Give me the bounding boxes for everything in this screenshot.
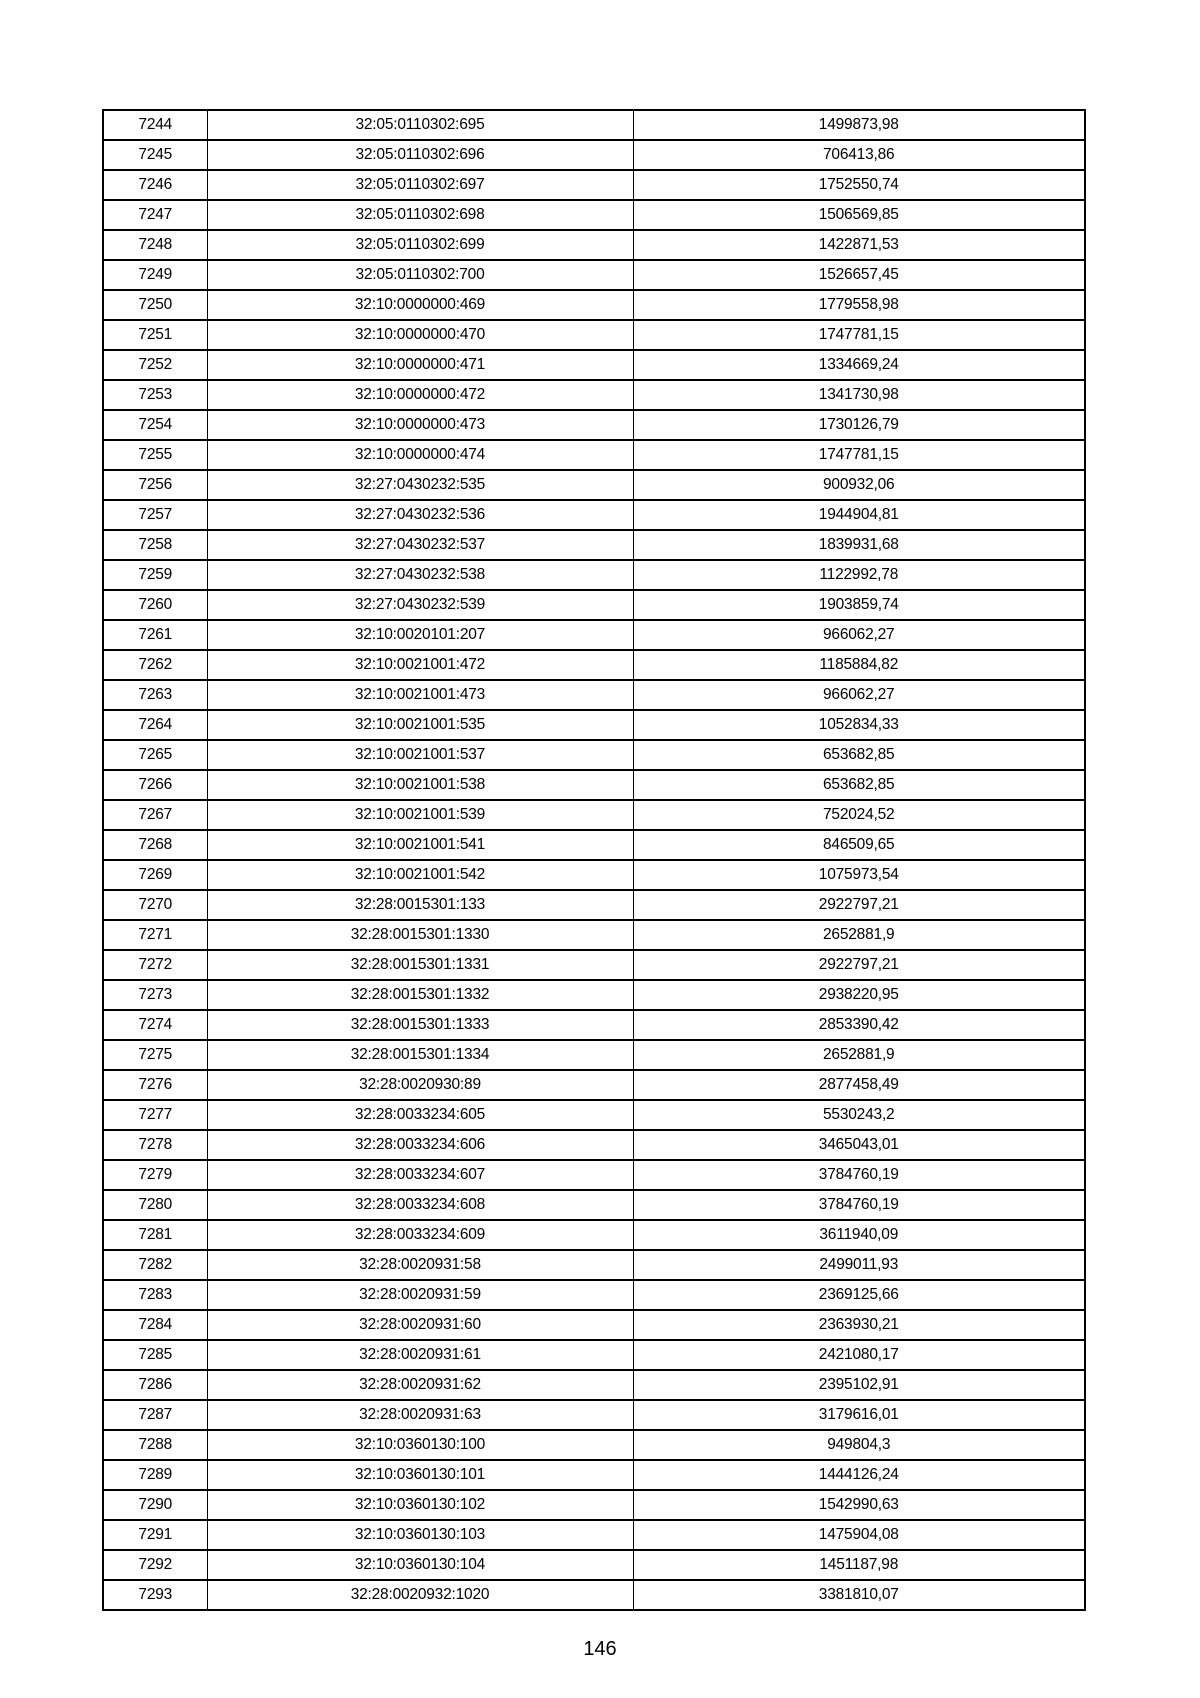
table-row (103, 1250, 1085, 1280)
cadastral-number-cell: 32:10:0360130:103 (207, 1520, 633, 1550)
cadastral-value-cell: 1444126,24 (633, 1460, 1085, 1490)
cadastral-value-cell: 706413,86 (633, 140, 1085, 170)
table-row (103, 440, 1085, 470)
cadastral-number-cell: 32:28:0015301:1331 (207, 950, 633, 980)
cadastral-value-cell: 1526657,45 (633, 260, 1085, 290)
table-row (103, 1040, 1085, 1070)
row-number-cell: 7271 (103, 920, 207, 950)
cadastral-number-cell: 32:10:0021001:542 (207, 860, 633, 890)
cadastral-value-cell: 2853390,42 (633, 1010, 1085, 1040)
row-number-cell: 7273 (103, 980, 207, 1010)
row-number-cell: 7275 (103, 1040, 207, 1070)
cadastral-value-cell: 1752550,74 (633, 170, 1085, 200)
table-row (103, 1580, 1085, 1610)
cadastral-value-cell: 1839931,68 (633, 530, 1085, 560)
cadastral-number-cell: 32:28:0015301:1334 (207, 1040, 633, 1070)
row-number-cell: 7256 (103, 470, 207, 500)
cadastral-value-cell: 1747781,15 (633, 320, 1085, 350)
table-row (103, 110, 1085, 140)
row-number-cell: 7260 (103, 590, 207, 620)
table-row (103, 800, 1085, 830)
table-row (103, 1100, 1085, 1130)
cadastral-value-cell: 1747781,15 (633, 440, 1085, 470)
cadastral-number-cell: 32:10:0020101:207 (207, 620, 633, 650)
row-number-cell: 7249 (103, 260, 207, 290)
table-row (103, 1460, 1085, 1490)
row-number-cell: 7252 (103, 350, 207, 380)
table-row (103, 260, 1085, 290)
cadastral-number-cell: 32:28:0015301:1330 (207, 920, 633, 950)
row-number-cell: 7270 (103, 890, 207, 920)
table-row (103, 530, 1085, 560)
row-number-cell: 7257 (103, 500, 207, 530)
cadastral-value-cell: 1451187,98 (633, 1550, 1085, 1580)
cadastral-number-cell: 32:05:0110302:699 (207, 230, 633, 260)
row-number-cell: 7255 (103, 440, 207, 470)
cadastral-number-cell: 32:28:0015301:133 (207, 890, 633, 920)
table-row (103, 1370, 1085, 1400)
table-row (103, 170, 1085, 200)
row-number-cell: 7292 (103, 1550, 207, 1580)
table-row (103, 1190, 1085, 1220)
row-number-cell: 7279 (103, 1160, 207, 1190)
cadastral-value-cell: 1779558,98 (633, 290, 1085, 320)
cadastral-value-cell: 3784760,19 (633, 1190, 1085, 1220)
cadastral-value-cell: 966062,27 (633, 680, 1085, 710)
cadastral-number-cell: 32:10:0000000:470 (207, 320, 633, 350)
cadastral-number-cell: 32:28:0020932:1020 (207, 1580, 633, 1610)
cadastral-number-cell: 32:10:0021001:473 (207, 680, 633, 710)
cadastral-value-cell: 1475904,08 (633, 1520, 1085, 1550)
cadastral-number-cell: 32:28:0033234:607 (207, 1160, 633, 1190)
cadastral-value-cell: 846509,65 (633, 830, 1085, 860)
row-number-cell: 7248 (103, 230, 207, 260)
cadastral-number-cell: 32:10:0021001:535 (207, 710, 633, 740)
cadastral-number-cell: 32:10:0021001:538 (207, 770, 633, 800)
table-row (103, 1160, 1085, 1190)
table-row (103, 1130, 1085, 1160)
cadastral-value-table (102, 109, 1086, 1611)
cadastral-number-cell: 32:05:0110302:695 (207, 110, 633, 140)
table-row (103, 650, 1085, 680)
cadastral-number-cell: 32:27:0430232:537 (207, 530, 633, 560)
row-number-cell: 7247 (103, 200, 207, 230)
table-row (103, 1010, 1085, 1040)
row-number-cell: 7265 (103, 740, 207, 770)
cadastral-value-cell: 1075973,54 (633, 860, 1085, 890)
cadastral-number-cell: 32:27:0430232:535 (207, 470, 633, 500)
cadastral-number-cell: 32:28:0020931:61 (207, 1340, 633, 1370)
cadastral-number-cell: 32:05:0110302:698 (207, 200, 633, 230)
row-number-cell: 7287 (103, 1400, 207, 1430)
cadastral-value-cell: 1185884,82 (633, 650, 1085, 680)
cadastral-value-cell: 2652881,9 (633, 1040, 1085, 1070)
cadastral-value-cell: 1944904,81 (633, 500, 1085, 530)
table-body (103, 110, 1085, 1610)
table-row (103, 680, 1085, 710)
cadastral-number-cell: 32:27:0430232:539 (207, 590, 633, 620)
table-row (103, 1310, 1085, 1340)
row-number-cell: 7284 (103, 1310, 207, 1340)
table-row (103, 710, 1085, 740)
cadastral-number-cell: 32:28:0020931:58 (207, 1250, 633, 1280)
cadastral-number-cell: 32:28:0020931:59 (207, 1280, 633, 1310)
cadastral-number-cell: 32:10:0000000:471 (207, 350, 633, 380)
cadastral-value-cell: 2922797,21 (633, 890, 1085, 920)
cadastral-number-cell: 32:28:0033234:608 (207, 1190, 633, 1220)
row-number-cell: 7244 (103, 110, 207, 140)
cadastral-value-cell: 3784760,19 (633, 1160, 1085, 1190)
table-row (103, 890, 1085, 920)
cadastral-value-cell: 2652881,9 (633, 920, 1085, 950)
table-row (103, 740, 1085, 770)
cadastral-number-cell: 32:10:0000000:473 (207, 410, 633, 440)
cadastral-number-cell: 32:10:0021001:539 (207, 800, 633, 830)
table-row (103, 1220, 1085, 1250)
table-row (103, 1490, 1085, 1520)
row-number-cell: 7246 (103, 170, 207, 200)
row-number-cell: 7281 (103, 1220, 207, 1250)
table-row (103, 1280, 1085, 1310)
cadastral-value-cell: 1542990,63 (633, 1490, 1085, 1520)
cadastral-number-cell: 32:05:0110302:697 (207, 170, 633, 200)
table-row (103, 980, 1085, 1010)
row-number-cell: 7263 (103, 680, 207, 710)
row-number-cell: 7285 (103, 1340, 207, 1370)
cadastral-value-cell: 1422871,53 (633, 230, 1085, 260)
row-number-cell: 7286 (103, 1370, 207, 1400)
table-row (103, 590, 1085, 620)
cadastral-value-cell: 2499011,93 (633, 1250, 1085, 1280)
table-row (103, 1520, 1085, 1550)
cadastral-number-cell: 32:10:0021001:472 (207, 650, 633, 680)
row-number-cell: 7253 (103, 380, 207, 410)
cadastral-value-cell: 2922797,21 (633, 950, 1085, 980)
cadastral-value-cell: 1499873,98 (633, 110, 1085, 140)
cadastral-value-cell: 653682,85 (633, 770, 1085, 800)
cadastral-number-cell: 32:10:0021001:537 (207, 740, 633, 770)
cadastral-number-cell: 32:28:0033234:609 (207, 1220, 633, 1250)
row-number-cell: 7289 (103, 1460, 207, 1490)
cadastral-value-cell: 966062,27 (633, 620, 1085, 650)
page-number: 146 (583, 1638, 617, 1660)
table-row (103, 320, 1085, 350)
cadastral-value-cell: 3179616,01 (633, 1400, 1085, 1430)
table-row (103, 200, 1085, 230)
table-row (103, 140, 1085, 170)
row-number-cell: 7262 (103, 650, 207, 680)
cadastral-value-cell: 900932,06 (633, 470, 1085, 500)
cadastral-value-cell: 1052834,33 (633, 710, 1085, 740)
row-number-cell: 7276 (103, 1070, 207, 1100)
table-row (103, 230, 1085, 260)
row-number-cell: 7269 (103, 860, 207, 890)
cadastral-number-cell: 32:28:0020931:63 (207, 1400, 633, 1430)
cadastral-value-cell: 2369125,66 (633, 1280, 1085, 1310)
row-number-cell: 7267 (103, 800, 207, 830)
cadastral-value-cell: 1334669,24 (633, 350, 1085, 380)
table-row (103, 830, 1085, 860)
cadastral-value-cell: 2395102,91 (633, 1370, 1085, 1400)
row-number-cell: 7291 (103, 1520, 207, 1550)
cadastral-number-cell: 32:10:0360130:102 (207, 1490, 633, 1520)
cadastral-value-cell: 1730126,79 (633, 410, 1085, 440)
table-row (103, 1340, 1085, 1370)
cadastral-number-cell: 32:28:0033234:605 (207, 1100, 633, 1130)
row-number-cell: 7250 (103, 290, 207, 320)
row-number-cell: 7290 (103, 1490, 207, 1520)
cadastral-number-cell: 32:28:0033234:606 (207, 1130, 633, 1160)
cadastral-number-cell: 32:10:0021001:541 (207, 830, 633, 860)
cadastral-value-cell: 1122992,78 (633, 560, 1085, 590)
cadastral-number-cell: 32:10:0360130:101 (207, 1460, 633, 1490)
cadastral-value-cell: 752024,52 (633, 800, 1085, 830)
table-row (103, 1400, 1085, 1430)
table-row (103, 350, 1085, 380)
row-number-cell: 7259 (103, 560, 207, 590)
cadastral-number-cell: 32:10:0360130:100 (207, 1430, 633, 1460)
row-number-cell: 7280 (103, 1190, 207, 1220)
cadastral-number-cell: 32:05:0110302:700 (207, 260, 633, 290)
row-number-cell: 7283 (103, 1280, 207, 1310)
cadastral-number-cell: 32:10:0000000:474 (207, 440, 633, 470)
cadastral-value-cell: 1341730,98 (633, 380, 1085, 410)
table-row (103, 1430, 1085, 1460)
cadastral-number-cell: 32:28:0020931:62 (207, 1370, 633, 1400)
cadastral-number-cell: 32:28:0020931:60 (207, 1310, 633, 1340)
cadastral-number-cell: 32:27:0430232:538 (207, 560, 633, 590)
cadastral-number-cell: 32:10:0360130:104 (207, 1550, 633, 1580)
cadastral-value-cell: 949804,3 (633, 1430, 1085, 1460)
table-row (103, 470, 1085, 500)
table-row (103, 560, 1085, 590)
cadastral-number-cell: 32:28:0015301:1333 (207, 1010, 633, 1040)
table-row (103, 1070, 1085, 1100)
table-row (103, 500, 1085, 530)
cadastral-number-cell: 32:10:0000000:472 (207, 380, 633, 410)
cadastral-number-cell: 32:05:0110302:696 (207, 140, 633, 170)
row-number-cell: 7245 (103, 140, 207, 170)
table-row (103, 770, 1085, 800)
cadastral-value-cell: 2877458,49 (633, 1070, 1085, 1100)
table-row (103, 860, 1085, 890)
cadastral-value-cell: 1506569,85 (633, 200, 1085, 230)
cadastral-value-cell: 2938220,95 (633, 980, 1085, 1010)
row-number-cell: 7251 (103, 320, 207, 350)
row-number-cell: 7272 (103, 950, 207, 980)
row-number-cell: 7277 (103, 1100, 207, 1130)
row-number-cell: 7278 (103, 1130, 207, 1160)
row-number-cell: 7282 (103, 1250, 207, 1280)
cadastral-value-cell: 653682,85 (633, 740, 1085, 770)
table-row (103, 410, 1085, 440)
cadastral-value-cell: 2421080,17 (633, 1340, 1085, 1370)
row-number-cell: 7268 (103, 830, 207, 860)
table-row (103, 620, 1085, 650)
row-number-cell: 7266 (103, 770, 207, 800)
table-row (103, 1550, 1085, 1580)
cadastral-number-cell: 32:10:0000000:469 (207, 290, 633, 320)
table-row (103, 950, 1085, 980)
row-number-cell: 7293 (103, 1580, 207, 1610)
cadastral-value-cell: 1903859,74 (633, 590, 1085, 620)
row-number-cell: 7274 (103, 1010, 207, 1040)
cadastral-value-cell: 5530243,2 (633, 1100, 1085, 1130)
row-number-cell: 7264 (103, 710, 207, 740)
row-number-cell: 7288 (103, 1430, 207, 1460)
cadastral-value-cell: 3465043,01 (633, 1130, 1085, 1160)
row-number-cell: 7261 (103, 620, 207, 650)
table-row (103, 920, 1085, 950)
cadastral-number-cell: 32:28:0015301:1332 (207, 980, 633, 1010)
cadastral-number-cell: 32:27:0430232:536 (207, 500, 633, 530)
table-row (103, 380, 1085, 410)
row-number-cell: 7254 (103, 410, 207, 440)
row-number-cell: 7258 (103, 530, 207, 560)
table-row (103, 290, 1085, 320)
cadastral-value-cell: 3611940,09 (633, 1220, 1085, 1250)
cadastral-value-cell: 2363930,21 (633, 1310, 1085, 1340)
cadastral-value-cell: 3381810,07 (633, 1580, 1085, 1610)
cadastral-number-cell: 32:28:0020930:89 (207, 1070, 633, 1100)
